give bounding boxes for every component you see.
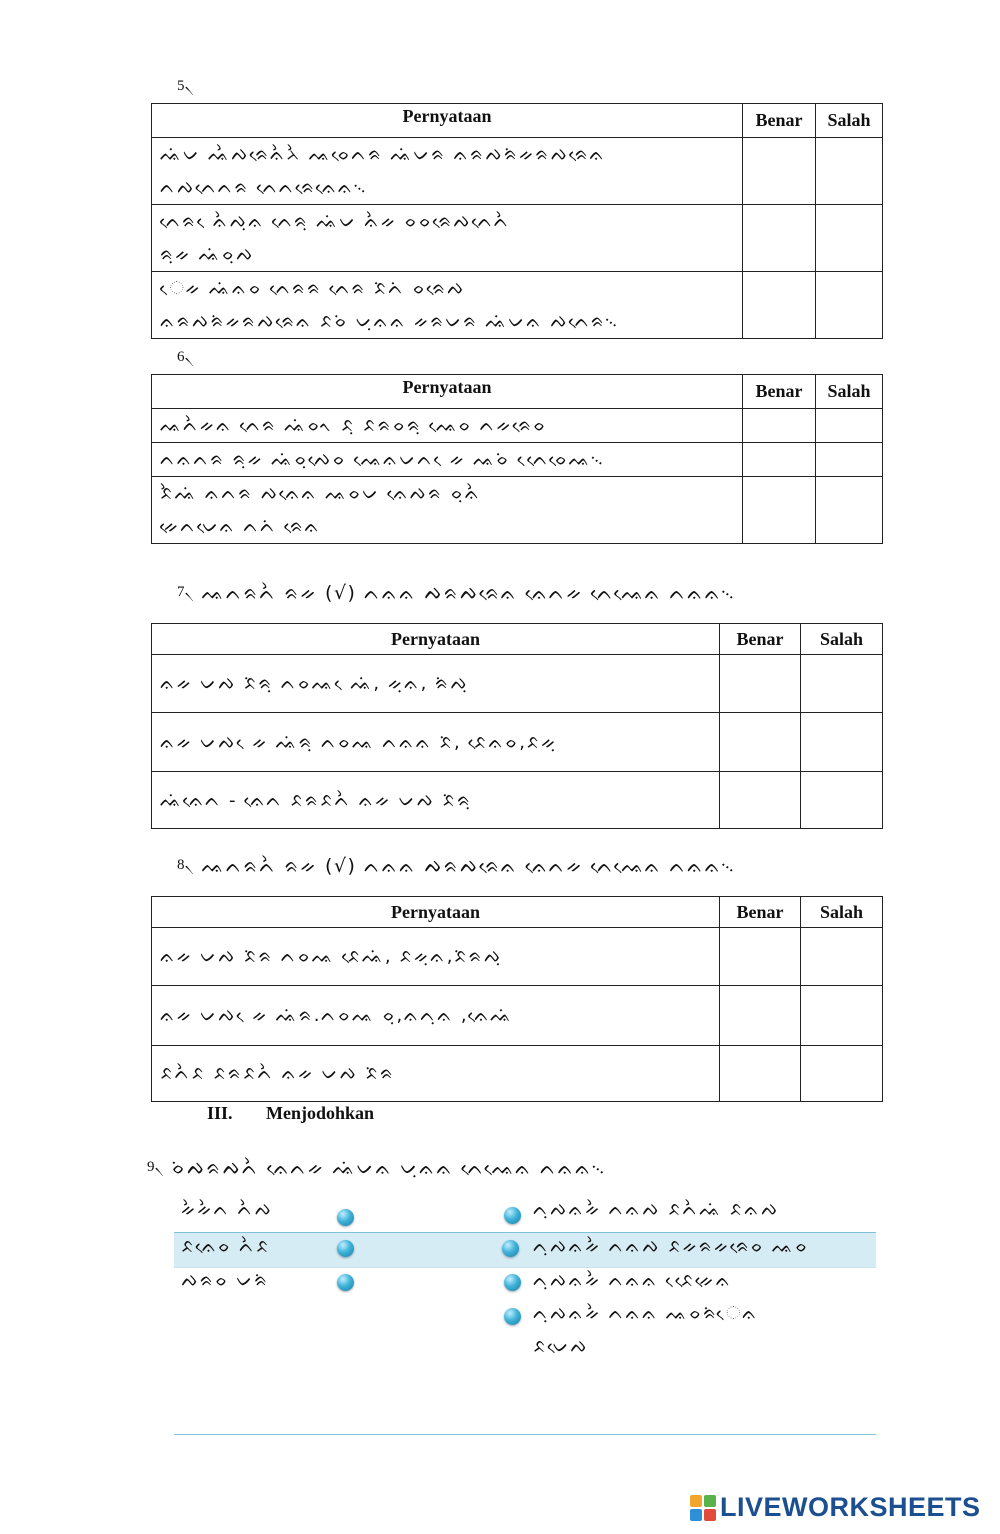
question-6-number: 6৲ (177, 349, 194, 365)
statement-line: ᨊᨀ ᨆᨄ ᨙᨀ ᨕᨗᨑᨘ ᨈᨔᨕ ᨈᨊᨊ ᨅᨗ, ᨅᨙᨊᨔ,ᨅᨀᨘ (160, 731, 558, 753)
match-left-connector-dot[interactable] (337, 1274, 354, 1291)
false-answer-cell[interactable] (801, 655, 883, 713)
statement-line: ᨙᨀ ᨕᨗᨊᨔ ᨈᨙᨑᨑ ᨈᨙᨑ ᨅᨗᨈᨗ ᨔᨑᨙᨄ (160, 278, 466, 299)
true-answer-cell[interactable] (720, 928, 801, 986)
false-answer-cell[interactable] (816, 477, 883, 544)
match-right-connector-dot[interactable] (504, 1274, 521, 1291)
match-left-item: ᨅᨊᨙᨔ ᨈᨛᨅ (181, 1236, 271, 1257)
question-9-prompt-line (147, 1155, 607, 1180)
match-right-item: ᨈᨘᨄᨊᨀᨛ ᨈᨊᨄ ᨅᨀᨑᨀᨑᨙᨔ ᨕᨔ (533, 1236, 810, 1257)
statement-line: ᨊᨀ ᨆᨄ ᨅᨗᨑᨘ ᨈᨔᨕ ᨙᨕᨗ, ᨀᨘᨊ, ᨑᨗᨄᨘ (160, 673, 469, 694)
false-answer-cell[interactable] (816, 138, 883, 205)
statement-line: ᨊᨑᨄᨑᨗᨀᨑᨄᨑᨙᨊ ᨅᨔᨗ ᨆᨘᨊᨊ ᨀᨑᨆᨑ ᨕᨗᨆᨊ ᨄᨈᨙᨑ᨞ (160, 311, 620, 332)
statement-line: ᨀᨙᨈᨆᨙᨊ ᨈᨈᨗ ᨑᨙᨊ (160, 516, 321, 537)
question-5-table (151, 103, 883, 339)
question-8-prompt-line (177, 853, 737, 878)
statement-header: Pernyataan (152, 375, 743, 409)
statement-cell (152, 713, 720, 772)
true-answer-cell[interactable] (720, 655, 801, 713)
false-answer-cell[interactable] (801, 772, 883, 829)
statement-header: Pernyataan (152, 624, 720, 655)
question-8-prompt: ᨕᨈᨑᨈᨛ ᨑᨀ (√) ᨈᨊᨊ ᨄᨑᨄᨑᨙᨊ ᨊᨙᨈᨀ ᨈᨙᨕᨙᨊ ᨈᨊᨊ᨞ (201, 854, 737, 877)
false-answer-cell[interactable] (816, 409, 883, 443)
match-left-connector-dot[interactable] (337, 1240, 354, 1257)
statement-cell (152, 655, 720, 713)
statement-line: ᨊᨀ ᨆᨄ ᨅᨗᨑ ᨈᨔᨕ ᨅᨙᨕᨗ, ᨅᨀᨘᨊ,ᨅᨗᨑᨄᨘ (160, 946, 503, 967)
match-left-connector-dot[interactable] (337, 1209, 354, 1226)
true-answer-cell[interactable] (743, 477, 816, 544)
logo-text: LIVEWORKSHEETS (720, 1492, 981, 1522)
statement-line: ᨊᨀ ᨆᨄ ᨙᨀ ᨕᨗᨑ.ᨈᨔᨕ ᨔᨘ,ᨊᨈᨘᨊ ,ᨊᨙᨕᨗ (160, 1005, 514, 1026)
question-9-number: 9৲ (147, 1159, 164, 1175)
statement-line: ᨕᨈᨛᨀᨊ ᨈᨙᨑ ᨕᨗᨔᨚ ᨅᨘ ᨅᨑᨔᨑᨘ ᨕᨙᨔ ᨈᨀᨑᨙᨔ (160, 415, 548, 436)
question-5-number: 5৲ (177, 78, 194, 94)
statement-cell (152, 772, 720, 829)
true-answer-cell[interactable] (720, 713, 801, 772)
statement-cell (152, 1046, 720, 1102)
statement-cell (152, 138, 743, 205)
true-answer-cell[interactable] (743, 205, 816, 272)
statement-cell (152, 409, 743, 443)
match-right-item: ᨈᨘᨄᨊᨀᨛ ᨈᨊᨊ ᨅᨙᨙᨀᨙᨊ (533, 1270, 733, 1291)
statement-line: ᨈᨙᨑ ᨙᨊᨛᨄᨘᨊ ᨈᨙᨑᨘ ᨕᨗᨆ ᨊᨛᨀ ᨔᨔᨑᨙᨄᨈᨙᨈᨛ (160, 211, 511, 232)
false-header: Salah (801, 624, 883, 655)
false-answer-cell[interactable] (801, 713, 883, 772)
false-answer-cell[interactable] (801, 1046, 883, 1102)
match-right-connector-dot[interactable] (504, 1308, 521, 1325)
statement-cell (152, 928, 720, 986)
statement-line: ᨈᨄᨈᨙᨈᨑ ᨈᨙᨈᨑᨙᨊᨙᨊ᨞ (160, 177, 369, 198)
statement-cell (152, 443, 743, 477)
question-8-number: 8৲ (177, 857, 194, 873)
true-answer-cell[interactable] (743, 443, 816, 477)
question-7-table (151, 623, 883, 829)
true-header: Benar (743, 375, 816, 409)
true-header: Benar (743, 104, 816, 138)
statement-cell (152, 272, 743, 339)
match-left-item: ᨄᨑᨔ ᨆᨑᨗ (181, 1270, 270, 1291)
false-header: Salah (816, 375, 883, 409)
true-answer-cell[interactable] (720, 986, 801, 1046)
statement-line: ᨕᨗᨆ ᨕᨛᨄᨑᨙᨊᨛᨂᨛ ᨕᨔᨙᨈᨑ ᨕᨗᨆᨑ ᨊᨑᨄᨑᨗᨀᨑᨄᨑᨙᨊ (160, 144, 606, 165)
statement-cell (152, 986, 720, 1046)
divider-line (174, 1434, 876, 1435)
section-3-numeral: III. (207, 1103, 233, 1123)
statement-header: Pernyataan (152, 104, 743, 138)
true-header: Benar (720, 897, 801, 928)
statement-line: ᨑᨘᨀ ᨕᨗᨔᨘᨄ (160, 244, 255, 265)
question-9-prompt: ᨔᨗᨄᨑᨄᨈᨛ ᨊᨙᨈᨀ ᨕᨗᨆᨊ ᨆᨘᨊᨊ ᨈᨙᨕᨙᨊ ᨈᨊᨊ᨞ (171, 1156, 608, 1179)
true-answer-cell[interactable] (720, 1046, 801, 1102)
match-right-item-continuation: ᨅᨆᨙᨄ (533, 1336, 589, 1357)
question-7-prompt: ᨕᨈᨑᨈᨛ ᨑᨀ (√) ᨈᨊᨊ ᨄᨑᨄᨑᨙᨊ ᨊᨙᨈᨀ ᨈᨙᨕᨙᨊ ᨈᨊᨊ᨞ (201, 581, 737, 604)
statement-header: Pernyataan (152, 897, 720, 928)
statement-cell (152, 205, 743, 272)
match-right-connector-dot[interactable] (504, 1207, 521, 1224)
match-right-item: ᨈᨘᨄᨊᨀᨛ ᨈᨊᨄ ᨅᨈᨛᨕᨗ ᨅᨊᨄ (533, 1199, 780, 1220)
question-7-prompt-line (177, 580, 737, 605)
true-answer-cell[interactable] (743, 138, 816, 205)
statement-line: ᨅᨈᨛᨅ ᨅᨑᨅᨈᨛ ᨊᨀ ᨆᨄ ᨅᨗᨑ (160, 1063, 396, 1084)
statement-cell (152, 477, 743, 544)
logo-mark-icon (690, 1495, 716, 1521)
statement-line: ᨅᨛᨕᨗ ᨊᨈᨑ ᨄᨊᨙᨊ ᨕᨔᨆ ᨊᨙᨄᨑ ᨔᨘᨊᨛ (160, 483, 482, 504)
liveworksheets-logo (690, 1492, 981, 1523)
true-answer-cell[interactable] (743, 409, 816, 443)
false-header: Salah (801, 897, 883, 928)
match-right-item: ᨈᨘᨄᨊᨀᨛ ᨈᨊᨊ ᨕᨔᨑᨗᨙᨊ (533, 1303, 759, 1324)
false-header: Salah (816, 104, 883, 138)
statement-line: ᨕᨗᨊᨙᨈ - ᨊᨙᨈ ᨅᨑᨅᨈᨛ ᨊᨀ ᨆᨄ ᨅᨗᨑᨘ (160, 789, 473, 811)
false-answer-cell[interactable] (801, 986, 883, 1046)
false-answer-cell[interactable] (816, 443, 883, 477)
question-8-table (151, 896, 883, 1102)
true-header: Benar (720, 624, 801, 655)
question-6-table (151, 374, 883, 544)
question-7-number: 7৲ (177, 584, 194, 600)
match-left-item: ᨀᨛᨀᨛᨈ ᨈᨛᨄ (181, 1199, 274, 1220)
true-answer-cell[interactable] (720, 772, 801, 829)
section-3-title: Menjodohkan (266, 1103, 375, 1123)
match-right-connector-dot[interactable] (502, 1240, 519, 1257)
false-answer-cell[interactable] (816, 205, 883, 272)
false-answer-cell[interactable] (801, 928, 883, 986)
false-answer-cell[interactable] (816, 272, 883, 339)
true-answer-cell[interactable] (743, 272, 816, 339)
statement-line: ᨈᨊᨈᨑ ᨑᨘᨀ ᨕᨗᨔᨘᨄᨙᨔ ᨕᨙᨊᨆᨈ ᨙᨀ ᨕᨔᨗ ᨈᨙᨙᨔᨙᨕ᨞ (160, 449, 606, 470)
